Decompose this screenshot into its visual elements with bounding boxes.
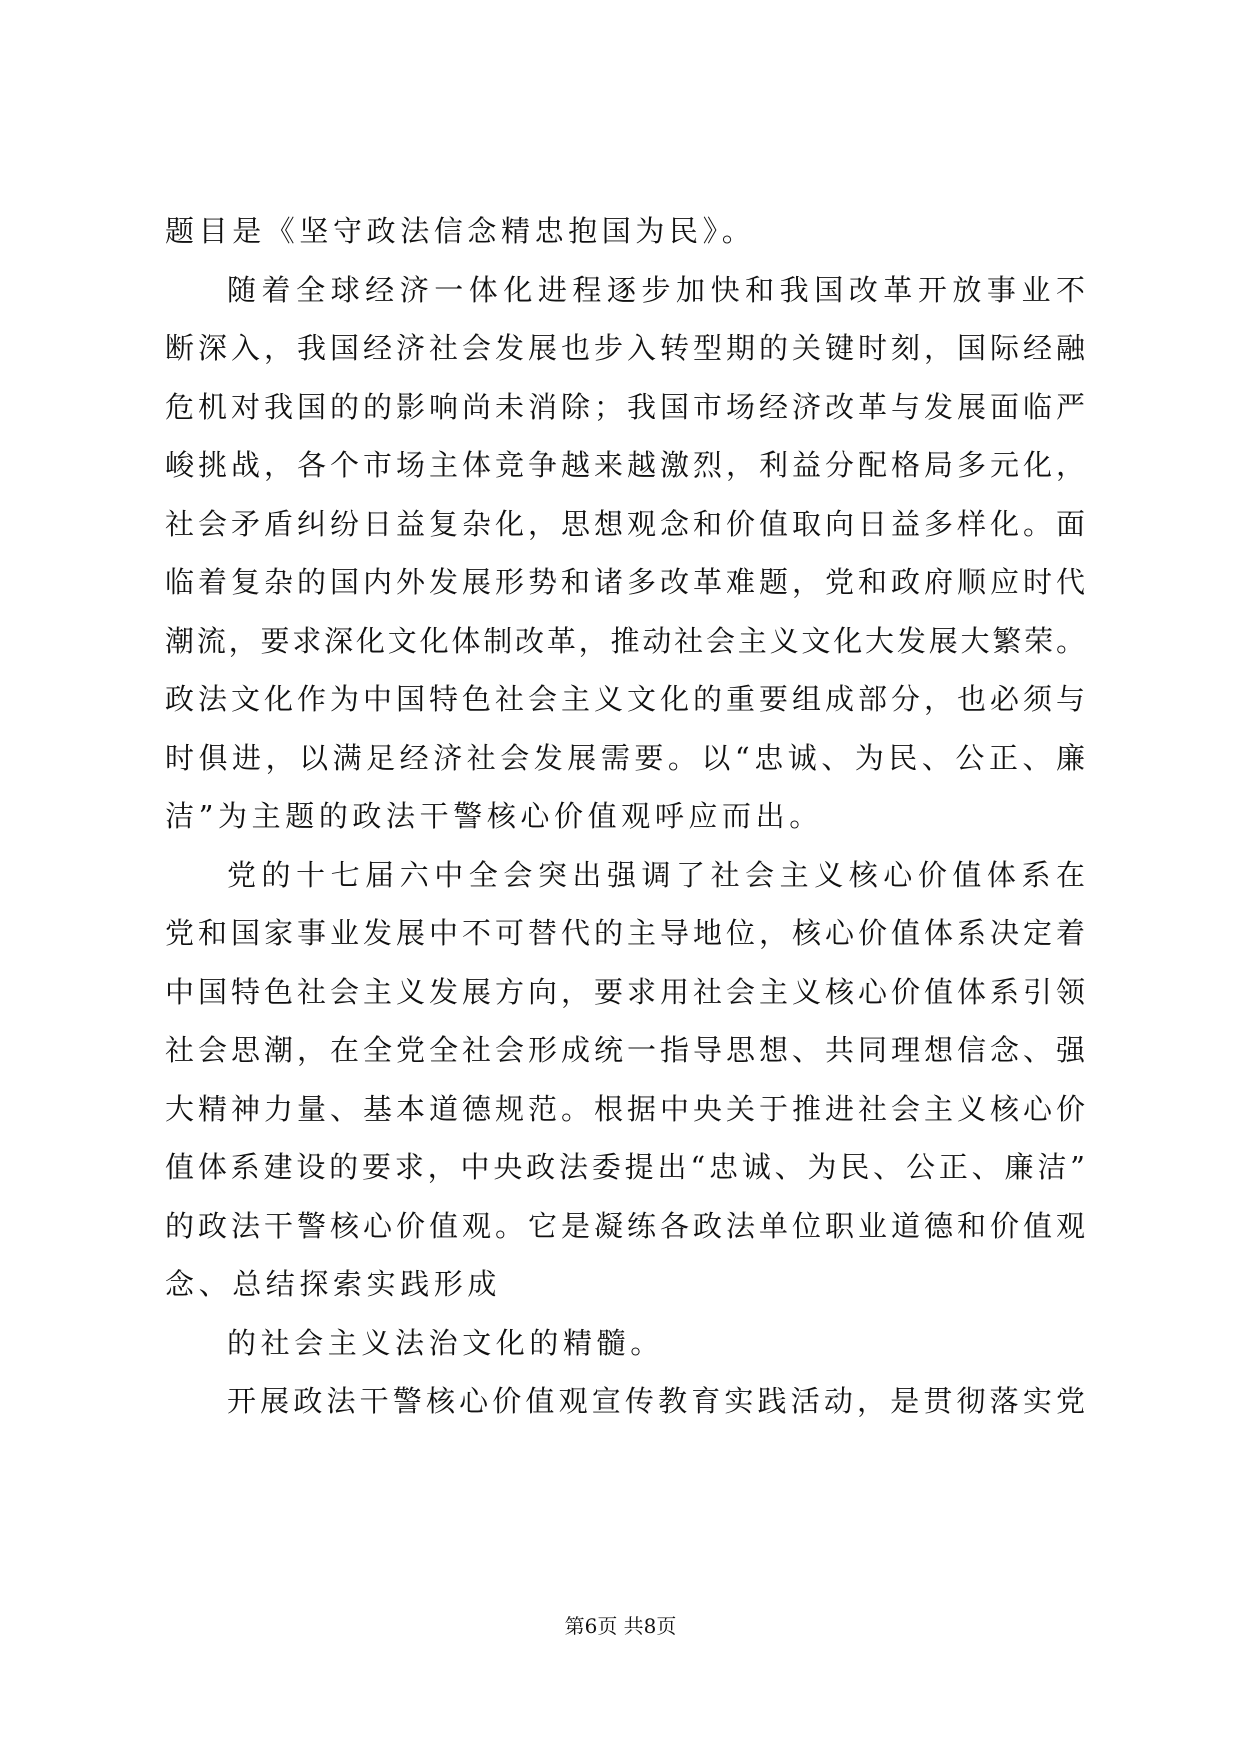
- text-line: 题目是《坚守政法信念精忠抱国为民》。: [165, 214, 756, 248]
- text-line: 念、总结探索实践形成: [165, 1267, 502, 1301]
- text-line: 峻挑战，各个市场主体竞争越来越激烈，利益分配格局多元化，: [165, 448, 1085, 482]
- text-line: 社会矛盾纠纷日益复杂化，思想观念和价值取向日益多样化。面: [165, 506, 1085, 541]
- text-line: 随着全球经济一体化进程逐步加快和我国改革开放事业不: [227, 272, 1085, 307]
- text-line: 危机对我国的的影响尚未消除；我国市场经济改革与发展面临严: [165, 389, 1085, 424]
- text-line: 社会思潮，在全党全社会形成统一指导思想、共同理想信念、强: [165, 1033, 1085, 1067]
- text-line: 中国特色社会主义发展方向，要求用社会主义核心价值体系引领: [165, 974, 1085, 1009]
- text-line: 临着复杂的国内外发展形势和诸多改革难题，党和政府顺应时代: [165, 565, 1085, 599]
- page-footer: [0, 1610, 1241, 1639]
- text-line: 的政法干警核心价值观。它是凝练各政法单位职业道德和价值观: [165, 1208, 1085, 1243]
- text-line: 时俱进，以满足经济社会发展需要。以“忠诚、为民、公正、廉: [165, 740, 1085, 775]
- text-line: 的社会主义法治文化的精髓。: [227, 1325, 664, 1360]
- text-line: 断深入，我国经济社会发展也步入转型期的关键时刻，国际经融: [165, 331, 1085, 365]
- text-line: 洁”为主题的政法干警核心价值观呼应而出。: [165, 799, 823, 833]
- text-line: 值体系建设的要求，中央政法委提出“忠诚、为民、公正、廉洁”: [165, 1150, 1085, 1184]
- text-line: 开展政法干警核心价值观宣传教育实践活动，是贯彻落实党: [227, 1384, 1085, 1418]
- text-line: 大精神力量、基本道德规范。根据中央关于推进社会主义核心价: [165, 1091, 1085, 1126]
- text-line: 党的十七届六中全会突出强调了社会主义核心价值体系在: [227, 857, 1085, 892]
- text-line: 党和国家事业发展中不可替代的主导地位，核心价值体系决定着: [165, 916, 1085, 950]
- text-line: 政法文化作为中国特色社会主义文化的重要组成部分，也必须与: [165, 682, 1085, 716]
- text-line: 潮流，要求深化文化体制改革，推动社会主义文化大发展大繁荣。: [165, 623, 1085, 658]
- document-body: [165, 202, 1085, 1431]
- page-number-indicator: 第6页 共8页: [564, 1614, 677, 1638]
